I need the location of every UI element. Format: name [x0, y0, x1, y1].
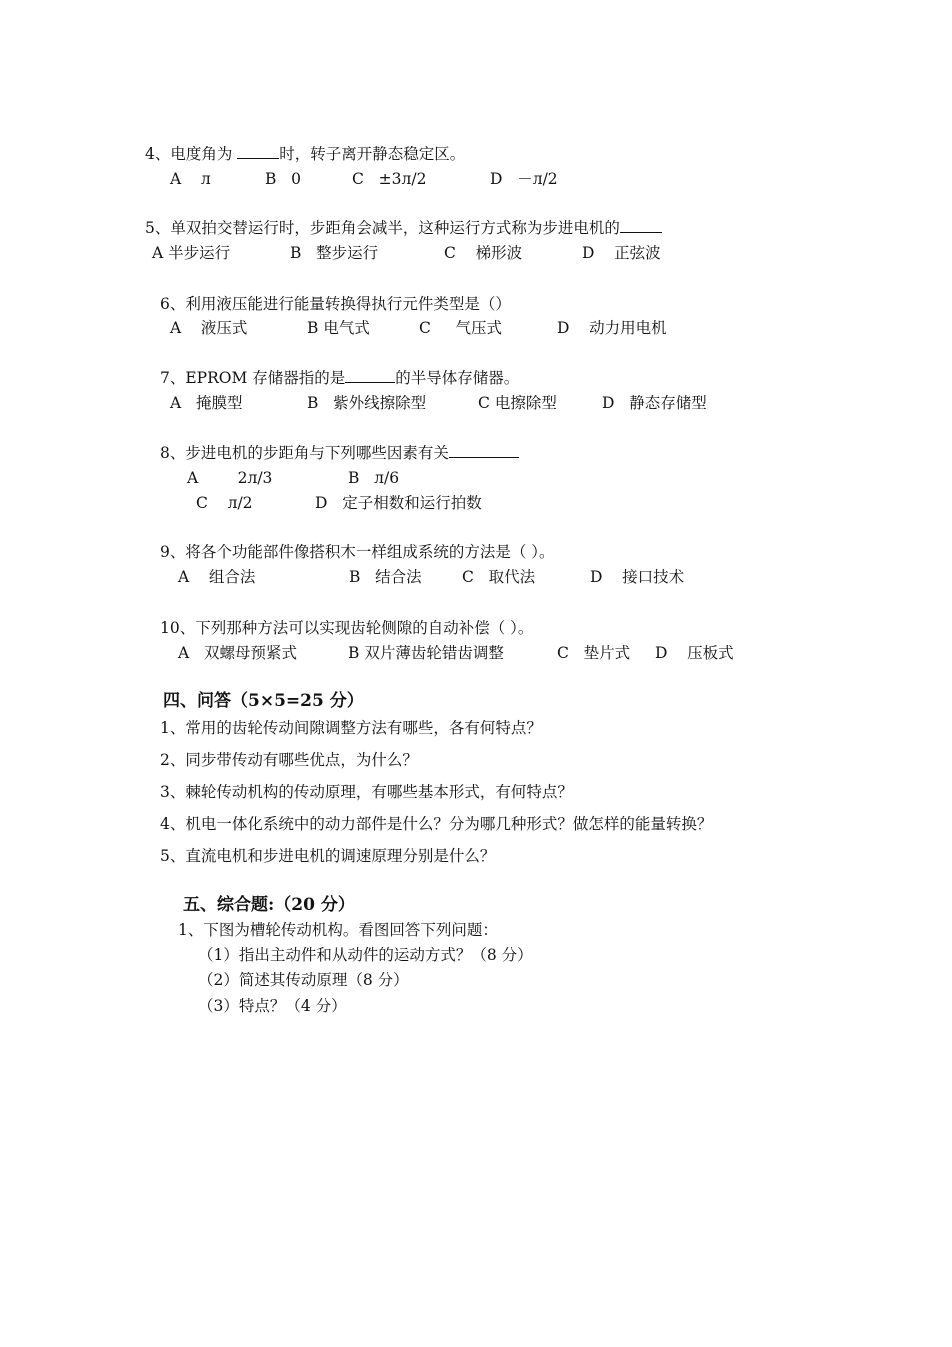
option-b [290, 243, 378, 263]
option-b [307, 393, 426, 413]
option-letter: B [348, 644, 360, 662]
option-letter: D [490, 170, 503, 188]
option-a [170, 318, 247, 338]
option-text: 双螺母预紧式 [203, 644, 297, 662]
option-b [348, 468, 399, 488]
option-text: 整步运行 [316, 244, 379, 262]
option-letter: C [352, 170, 364, 188]
option-letter: A [170, 319, 182, 337]
answer-blank [345, 368, 395, 383]
option-letter: A [170, 394, 182, 412]
section-4-item-5: 5、直流电机和步进电机的调速原理分别是什么？ [160, 847, 496, 865]
option-text: 半步运行 [168, 244, 231, 262]
option-text: 双片薄齿轮错齿调整 [364, 644, 504, 662]
option-text: －л/2 [517, 170, 558, 188]
option-text: 紫外线擦除型 [333, 394, 427, 412]
section-5-title: 五、综合题:（20 分） [183, 895, 355, 915]
option-text: 静态存储型 [629, 394, 707, 412]
option-letter: B [307, 394, 319, 412]
option-b [307, 318, 370, 338]
question-7-stem-post: 的半导体存储器。 [395, 369, 520, 387]
option-letter: B [290, 244, 302, 262]
question-7-stem [160, 368, 519, 388]
option-text: 2л/3 [237, 469, 273, 487]
option-d [315, 493, 482, 513]
option-a [187, 468, 272, 488]
option-text: 垫片式 [583, 644, 631, 662]
option-d [490, 169, 558, 189]
option-letter: D [315, 494, 328, 512]
section-4-item-3: 3、棘轮传动机构的传动原理，有哪些基本形式，有何特点？ [160, 783, 573, 801]
answer-blank [449, 443, 519, 458]
option-letter: A [178, 644, 190, 662]
question-4-stem-post: 时，转子离开静态稳定区。 [279, 145, 466, 163]
question-4-stem-pre: 4、电度角为 [145, 145, 238, 163]
option-c [352, 169, 426, 189]
option-letter: D [557, 319, 570, 337]
question-8-stem [160, 443, 519, 463]
section-4-item-4: 4、机电一体化系统中的动力部件是什么？分为哪几种形式？做怎样的能量转换？ [160, 815, 713, 833]
section-5-intro: 1、下图为槽轮传动机构。看图回答下列问题： [178, 921, 498, 939]
section-4-item-1: 1、常用的齿轮传动间隙调整方法有哪些，各有何特点？ [160, 719, 542, 737]
option-letter: C [478, 394, 490, 412]
question-8-stem-pre: 8、步进电机的步距角与下列哪些因素有关 [160, 444, 449, 462]
option-text: 掩膜型 [195, 394, 243, 412]
option-letter: C [419, 319, 431, 337]
option-letter: B [307, 319, 319, 337]
question-10-stem: 10、下列那种方法可以实现齿轮侧隙的自动补偿（ ）。 [160, 619, 534, 637]
section-4-title: 四、问答（5×5=25 分） [163, 691, 364, 711]
option-a [170, 393, 243, 413]
option-d [557, 318, 667, 338]
option-text: 梯形波 [475, 244, 523, 262]
option-c [462, 567, 535, 587]
option-a [152, 243, 230, 263]
option-text: 动力用电机 [589, 319, 667, 337]
question-5-stem-pre: 5、单双拍交替运行时，步距角会减半，这种运行方式称为步进电机的 [145, 219, 620, 237]
option-text: 电气式 [323, 319, 370, 337]
question-9-stem: 9、将各个功能部件像搭积木一样组成系统的方法是（ ）。 [160, 543, 555, 561]
option-d [590, 567, 684, 587]
option-a [178, 567, 255, 587]
option-letter: A [170, 170, 182, 188]
option-letter: B [349, 568, 361, 586]
option-c [419, 318, 502, 338]
option-a [178, 643, 297, 663]
option-text: 取代法 [488, 568, 536, 586]
option-letter: C [462, 568, 474, 586]
option-text: 定子相数和运行拍数 [342, 494, 482, 512]
option-letter: C [444, 244, 456, 262]
option-c [196, 493, 253, 513]
option-text: л/6 [374, 469, 400, 487]
option-c [557, 643, 630, 663]
question-4-stem [145, 144, 465, 164]
option-text: 0 [291, 170, 302, 188]
section-4-item-2: 2、同步带传动有哪些优点，为什么？ [160, 751, 418, 769]
option-text: 电擦除型 [494, 394, 557, 412]
section-5-sub-1: （1）指出主动件和从动件的运动方式？（8 分） [198, 946, 533, 964]
option-c [478, 393, 557, 413]
section-5-sub-3: （3）特点？（4 分） [198, 997, 347, 1015]
option-letter: D [590, 568, 603, 586]
option-d [655, 643, 734, 663]
option-c [444, 243, 522, 263]
option-text: 组合法 [208, 568, 256, 586]
option-text: 正弦波 [614, 244, 661, 262]
answer-blank [620, 218, 662, 233]
question-7-stem-pre: 7、EPROM 存储器指的是 [160, 369, 346, 387]
option-text: л [200, 170, 211, 188]
option-text: ±3л/2 [378, 170, 427, 188]
option-letter: A [152, 244, 164, 262]
question-5-stem [145, 218, 662, 238]
option-text: 液压式 [200, 319, 248, 337]
answer-blank [237, 144, 279, 159]
question-6-stem: 6、利用液压能进行能量转换得执行元件类型是（） [160, 295, 511, 313]
option-b [349, 567, 422, 587]
option-d [582, 243, 661, 263]
option-text: л/2 [227, 494, 253, 512]
option-b [348, 643, 504, 663]
option-letter: C [557, 644, 569, 662]
option-text: 压板式 [687, 644, 734, 662]
option-d [602, 393, 707, 413]
option-letter: A [187, 469, 199, 487]
option-text: 接口技术 [622, 568, 685, 586]
option-letter: D [582, 244, 595, 262]
option-letter: C [196, 494, 208, 512]
section-5-sub-2: （2）简述其传动原理（8 分） [198, 971, 409, 989]
option-b [265, 169, 301, 189]
option-letter: A [178, 568, 190, 586]
option-letter: B [265, 170, 277, 188]
option-a [170, 169, 211, 189]
option-text: 结合法 [375, 568, 422, 586]
option-text: 气压式 [455, 319, 503, 337]
option-letter: D [602, 394, 615, 412]
option-letter: D [655, 644, 668, 662]
option-letter: B [348, 469, 360, 487]
